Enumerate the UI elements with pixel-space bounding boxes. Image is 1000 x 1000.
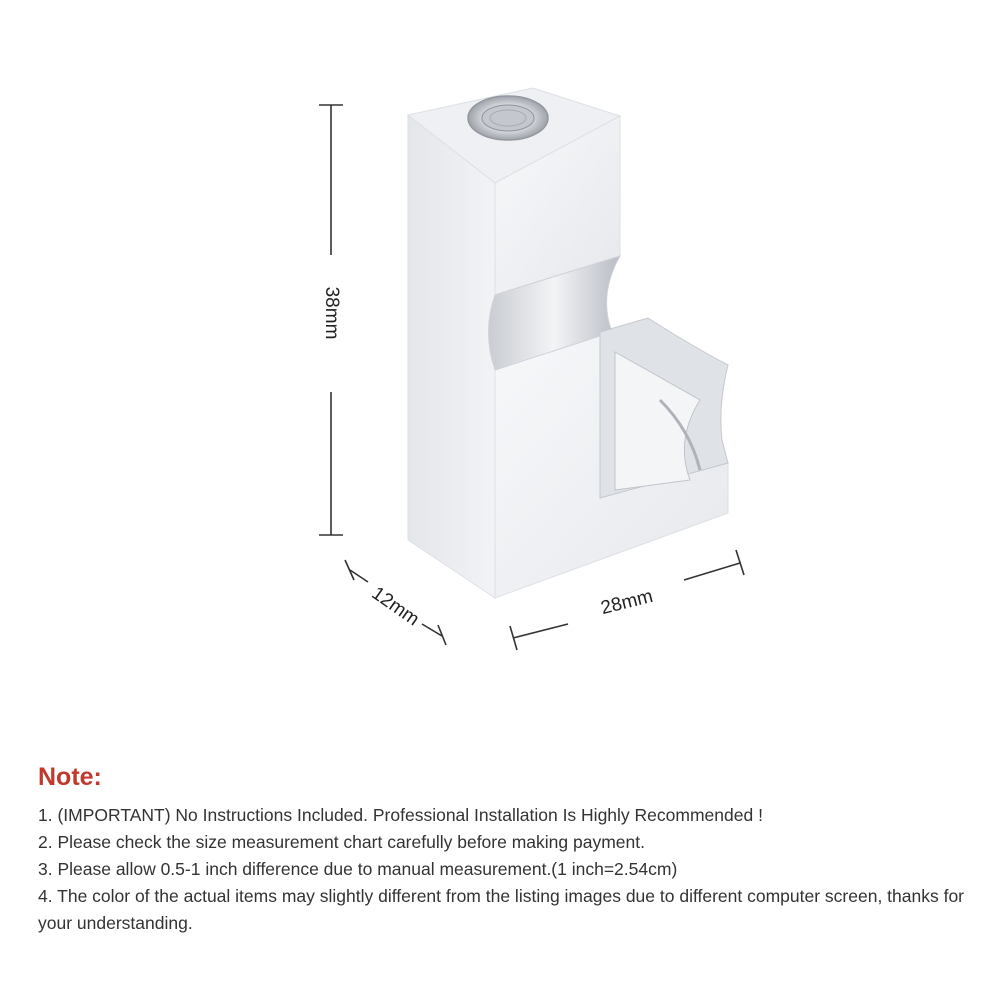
depth-dimension-label: 12mm (367, 582, 423, 631)
note-section (38, 763, 978, 937)
block-left-face (408, 115, 495, 598)
note-item: 2. Please check the size measurement chart carefully before making payment. (38, 832, 645, 852)
note-item: 3. Please allow 0.5-1 inch difference due to manual measurement.(1 inch=2.54cm) (38, 859, 678, 879)
note-item: 4. The color of the actual items may slightly different from the listing images due to different computer screen, thanks for your understanding. (38, 886, 965, 933)
note-title: Note: (38, 763, 102, 791)
height-dimension-label: 38mm (321, 286, 342, 340)
note-list (38, 802, 978, 937)
note-item: 1. (IMPORTANT) No Instructions Included. Professional Installation Is Highly Recommended ! (38, 805, 763, 825)
width-dimension-label: 28mm (598, 585, 656, 620)
aluminum-block (408, 88, 728, 598)
